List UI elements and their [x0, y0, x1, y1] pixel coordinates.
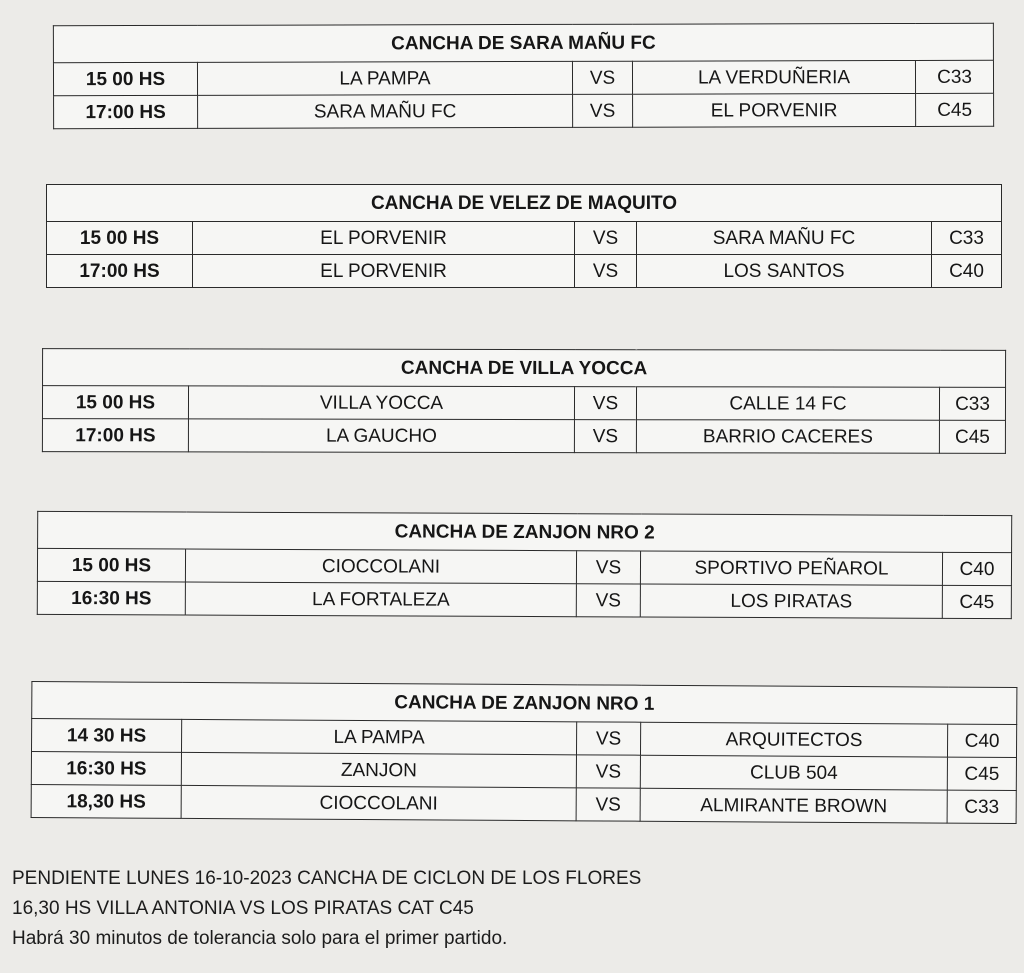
away-team: EL PORVENIR	[633, 93, 916, 127]
home-team: VILLA YOCCA	[188, 386, 574, 420]
match-time: 15 00 HS	[47, 222, 193, 255]
table-row	[47, 222, 1002, 255]
home-team: LA FORTALEZA	[185, 582, 576, 617]
match-time: 18,30 HS	[31, 784, 181, 818]
table-row	[42, 386, 1005, 421]
category: C33	[939, 387, 1005, 420]
table-title: CANCHA DE ZANJON NRO 2	[38, 511, 1012, 552]
table-row	[53, 60, 993, 95]
table-row	[37, 548, 1011, 585]
away-team: SARA MAÑU FC	[637, 222, 932, 255]
fixture-table-zanjon-nro-2	[37, 511, 1012, 619]
category: C45	[947, 757, 1016, 790]
away-team: SPORTIVO PEÑAROL	[640, 551, 942, 585]
fixture-table-zanjon-nro-1	[31, 681, 1018, 824]
category: C33	[915, 60, 993, 93]
fixture-table-velez-de-maquito	[46, 184, 1002, 288]
away-team: LOS PIRATAS	[640, 584, 942, 618]
away-team: CALLE 14 FC	[636, 387, 939, 421]
home-team: LA GAUCHO	[188, 419, 574, 453]
home-team: CIOCCOLANI	[181, 785, 576, 820]
away-team: LOS SANTOS	[637, 255, 932, 288]
vs-label: VS	[573, 94, 633, 127]
vs-label: VS	[572, 61, 632, 94]
notes-block	[12, 864, 641, 954]
match-time: 15 00 HS	[53, 62, 197, 95]
vs-label: VS	[576, 755, 640, 788]
match-time: 17:00 HS	[54, 95, 198, 128]
home-team: LA PAMPA	[181, 719, 576, 754]
pending-match-note: PENDIENTE LUNES 16-10-2023 CANCHA DE CICLON DE LOS FLORES	[12, 868, 642, 889]
away-team: ALMIRANTE BROWN	[640, 788, 947, 823]
vs-label: VS	[574, 387, 636, 420]
home-team: SARA MAÑU FC	[198, 94, 573, 128]
category: C45	[939, 420, 1005, 453]
category: C33	[947, 790, 1016, 823]
table-row	[31, 784, 1016, 823]
home-team: CIOCCOLANI	[185, 549, 576, 584]
category: C40	[942, 552, 1011, 585]
category: C40	[932, 255, 1002, 288]
home-team: LA PAMPA	[197, 61, 572, 95]
table-row	[37, 581, 1011, 618]
match-time: 16:30 HS	[37, 581, 185, 615]
away-team: CLUB 504	[640, 755, 947, 790]
home-team: EL PORVENIR	[193, 255, 575, 288]
tolerance-note: Habrá 30 minutos de tolerancia solo para el primer partido.	[12, 928, 508, 949]
match-time: 16:30 HS	[31, 751, 181, 785]
vs-label: VS	[576, 551, 640, 584]
match-time: 17:00 HS	[42, 419, 188, 452]
vs-label: VS	[574, 420, 636, 453]
category: C45	[942, 585, 1011, 618]
pending-match-detail: 16,30 HS VILLA ANTONIA VS LOS PIRATAS CAT C45	[12, 898, 474, 919]
table-title: CANCHA DE VELEZ DE MAQUITO	[47, 185, 1002, 222]
away-team: ARQUITECTOS	[640, 722, 947, 757]
home-team: EL PORVENIR	[193, 222, 575, 255]
table-row	[54, 93, 994, 128]
category: C45	[916, 93, 994, 126]
home-team: ZANJON	[181, 752, 576, 787]
table-title: CANCHA DE VILLA YOCCA	[43, 349, 1006, 388]
match-time: 17:00 HS	[47, 255, 193, 288]
vs-label: VS	[575, 255, 637, 288]
category: C33	[932, 222, 1002, 255]
category: C40	[947, 724, 1016, 757]
vs-label: VS	[576, 788, 640, 821]
vs-label: VS	[576, 584, 640, 617]
table-title: CANCHA DE ZANJON NRO 1	[32, 681, 1017, 724]
vs-label: VS	[575, 222, 637, 255]
table-title: CANCHA DE SARA MAÑU FC	[53, 23, 993, 62]
match-time: 14 30 HS	[31, 718, 181, 752]
match-time: 15 00 HS	[42, 386, 188, 419]
table-row	[42, 419, 1005, 454]
vs-label: VS	[576, 722, 640, 755]
fixture-table-villa-yocca	[42, 348, 1006, 454]
fixture-table-sara-manu	[53, 23, 994, 129]
away-team: BARRIO CACERES	[636, 420, 939, 454]
match-time: 15 00 HS	[37, 548, 185, 582]
away-team: LA VERDUÑERIA	[632, 60, 915, 94]
table-row	[47, 255, 1002, 288]
